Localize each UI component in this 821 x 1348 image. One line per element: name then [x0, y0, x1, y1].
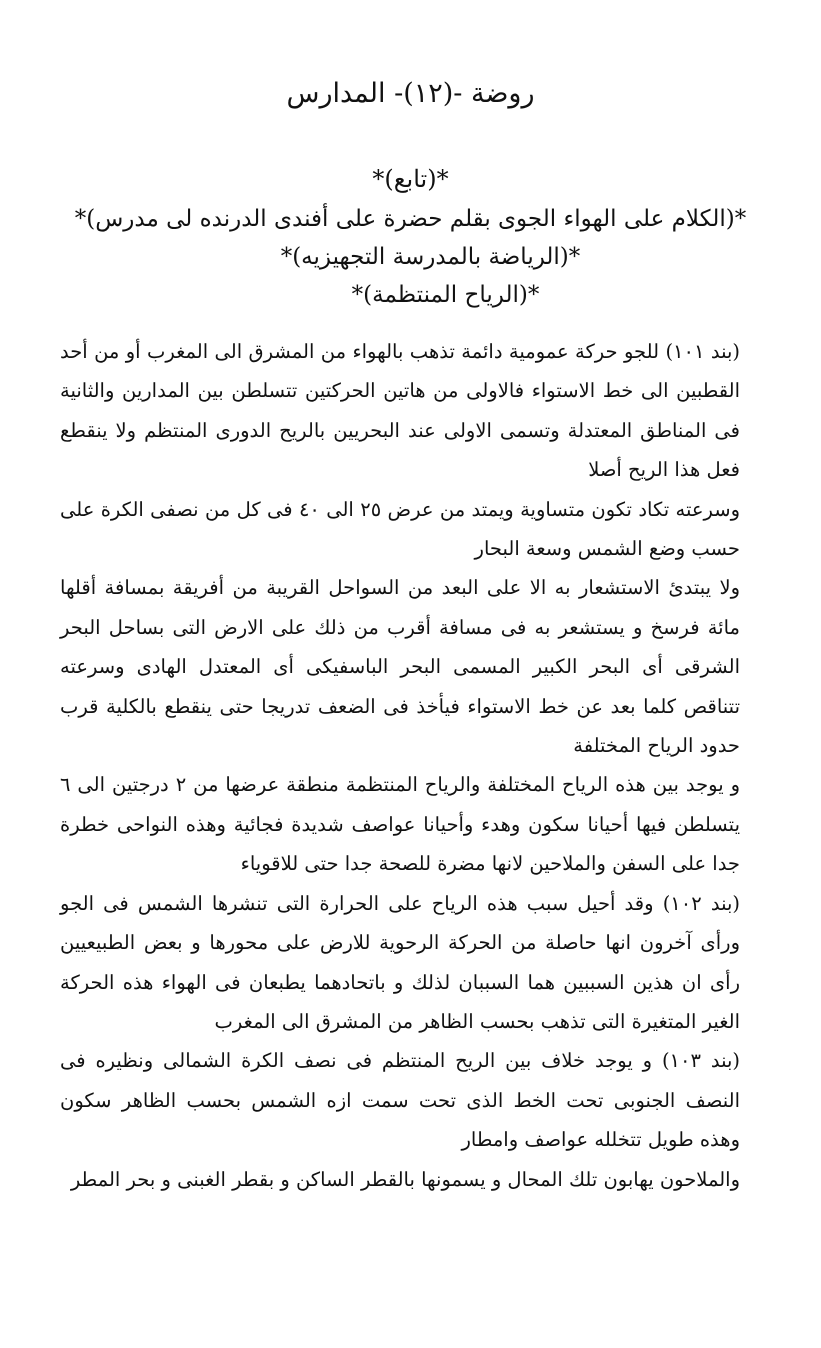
paragraph [60, 490, 740, 569]
paragraph-text: والملاحون يهابون تلك المحال و يسمونها بالقطر الساكن و بقطر الغبنى و بحر المطر [70, 1167, 740, 1191]
article-title-line-1: *(الكلام على الهواء الجوى بقلم حضرة على أفندى الدرنده لى مدرس)* [74, 206, 747, 232]
paragraph [60, 765, 740, 883]
article-header [0, 160, 821, 314]
paragraph-text: للجو حركة عمومية دائمة تذهب بالهواء من المشرق الى المغرب أو من أحد القطبين الى خط الاستواء فالاولى من هاتين الحركتين تتسلطن بين المدارين والثانية فى المناطق المعتدلة وتسمى الاولى عند البحريين بالريح الدورى المنتظم ولا ينقطع فعل هذا الريح أصلا [60, 340, 740, 482]
paragraph-number: (بند ١٠٣) [661, 1049, 740, 1073]
paragraph [60, 1041, 740, 1159]
section-title: *(الرياح المنتظمة)* [351, 282, 540, 308]
continued-label: *(تابع)* [372, 165, 449, 193]
article-title-line-2: *(الرياضة بالمدرسة التجهيزيه)* [280, 244, 581, 270]
running-head: روضة -(١٢)- المدارس [286, 78, 535, 109]
paragraph-text: وسرعته تكاد تكون متساوية ويمتد من عرض ٢٥ الى ٤٠ فى كل من نصفى الكرة على حسب وضع الشمس وسعة البحار [60, 497, 740, 561]
paragraph-number: (بند ١٠٢) [662, 891, 741, 915]
article-body [60, 332, 740, 1199]
paragraph [60, 568, 740, 765]
paragraph-text: و يوجد خلاف بين الريح المنتظم فى نصف الكرة الشمالى ونظيره فى النصف الجنوبى تحت الخط الذى تحت سمت ازه الشمس بحسب الظاهر سكون وهذه طويل تتخلله عواصف وامطار [60, 1049, 740, 1152]
paragraph [60, 332, 740, 490]
paragraph-number: (بند ١٠١) [665, 340, 741, 363]
paragraph-text: ولا يبتدئ الاستشعار به الا على البعد من السواحل القريبة من أفريقة بمسافة أقلها مائة فرسخ و يستشعر به فى مسافة أقرب من ذلك على الارض التى بساحل البحر الشرقى أى البحر الكبير المسمى البحر الباسفيكى أى المعتدل الهادى وسرعته تتناقص كلما بعد عن خط الاستواء فيأخذ فى الضعف تدريجا حتى ينقطع بالكلية قرب حدود الرياح المختلفة [60, 576, 740, 758]
paragraph [60, 1160, 740, 1199]
paragraph [60, 884, 740, 1042]
paragraph-text: و يوجد بين هذه الرياح المختلفة والرياح المنتظمة منطقة عرضها من ٢ درجتين الى ٦ يتسلطن فيها أحيانا سكون وهدء وأحيانا عواصف شديدة فجائية وهذه النواحى خطرة جدا على السفن والملاحين لانها مضرة للصحة جدا حتى للاقوياء [60, 773, 740, 876]
paragraph-text: وقد أحيل سبب هذه الرياح على الحرارة التى تنشرها الشمس فى الجو ورأى آخرون انها حاصلة من الحركة الرحوية للارض على محورها و بعض الطبيعيين رأى ان هذين السببين هما السببان لذلك و باتحادهما يطبعان فى الهواء هذه الحركة الغير المتغيرة التى تذهب بحسب الظاهر من المشرق الى المغرب [60, 891, 740, 1033]
